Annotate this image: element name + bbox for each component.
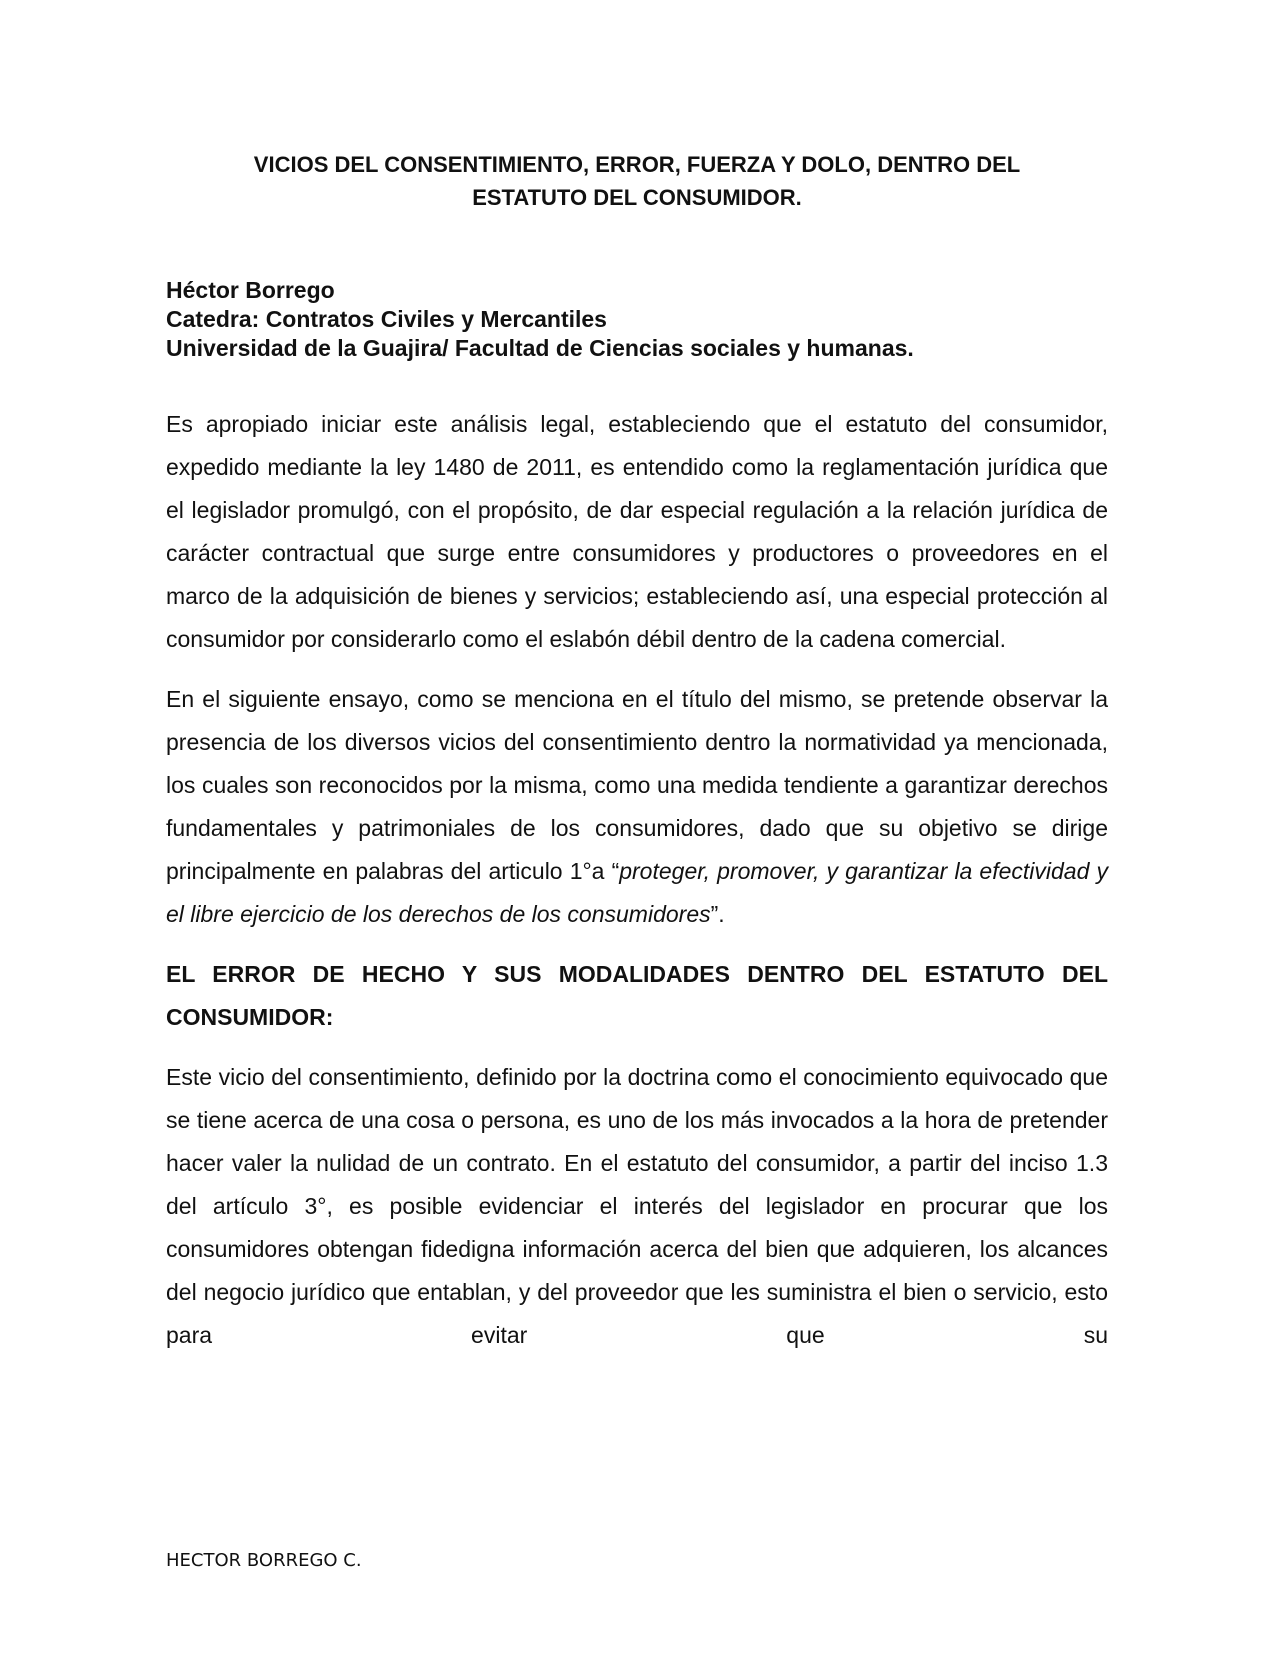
paragraph-purpose-text: En el siguiente ensayo, como se menciona en el título del mismo, se pretende observar la presencia de los diversos vicios del consentimiento dentro la normatividad ya mencionada, los cuales son reconocidos por la misma, como una medida tendiente a garantizar derechos fundamentales y patrimoniales de los consumidores, dado que su objetivo se dirige principalmente en palabras del articulo 1°a “ <box>166 686 1108 884</box>
paragraph-intro: Es apropiado iniciar este análisis legal, estableciendo que el estatuto del consumidor, expedido mediante la ley 1480 de 2011, es entendido como la reglamentación jurídica que el legislador promulgó, con el propósito, de dar especial regulación a la relación jurídica de carácter contractual que surge entre consumidores y productores o proveedores en el marco de la adquisición de bienes y servicios; estableciendo así, una especial protección al consumidor por considerarlo como el eslabón débil dentro de la cadena comercial. <box>166 411 1108 652</box>
paragraph-error: Este vicio del consentimiento, definido por la doctrina como el conocimiento equivocado que se tiene acerca de una cosa o persona, es uno de los más invocados a la hora de pretender hacer valer la nulidad de un contrato. En el estatuto del consumidor, a partir del inciso 1.3 del artículo 3°, es posible evidenciar el interés del legislador en procurar que los consumidores obtengan fidedigna información acerca del bien que adquieren, los alcances del negocio jurídico que entablan, y del proveedor que les suministra el bien o servicio, esto para evitar que su <box>166 1064 1108 1348</box>
author-institution: Universidad de la Guajira/ Facultad de Ciencias sociales y humanas. <box>166 335 914 361</box>
author-name: Héctor Borrego <box>166 277 335 303</box>
paragraph-essay-purpose <box>166 678 1108 936</box>
document-body <box>166 403 1108 1357</box>
article-quote: proteger, promover, y garantizar la efectividad y el libre ejercicio de los derechos de los consumidores <box>166 858 1108 927</box>
title-line-2: ESTATUTO DEL CONSUMIDOR. <box>472 185 802 210</box>
section-heading: EL ERROR DE HECHO Y SUS MODALIDADES DENTRO DEL ESTATUTO DEL CONSUMIDOR: <box>166 961 1108 1030</box>
author-block <box>166 276 1108 363</box>
title-line-1: VICIOS DEL CONSENTIMIENTO, ERROR, FUERZA Y DOLO, DENTRO DEL <box>253 152 1021 177</box>
document-title <box>166 148 1108 214</box>
quote-close: ”. <box>710 901 725 927</box>
author-chair: Catedra: Contratos Civiles y Mercantiles <box>166 306 607 332</box>
page-footer: HECTOR BORREGO C. <box>166 1550 362 1571</box>
